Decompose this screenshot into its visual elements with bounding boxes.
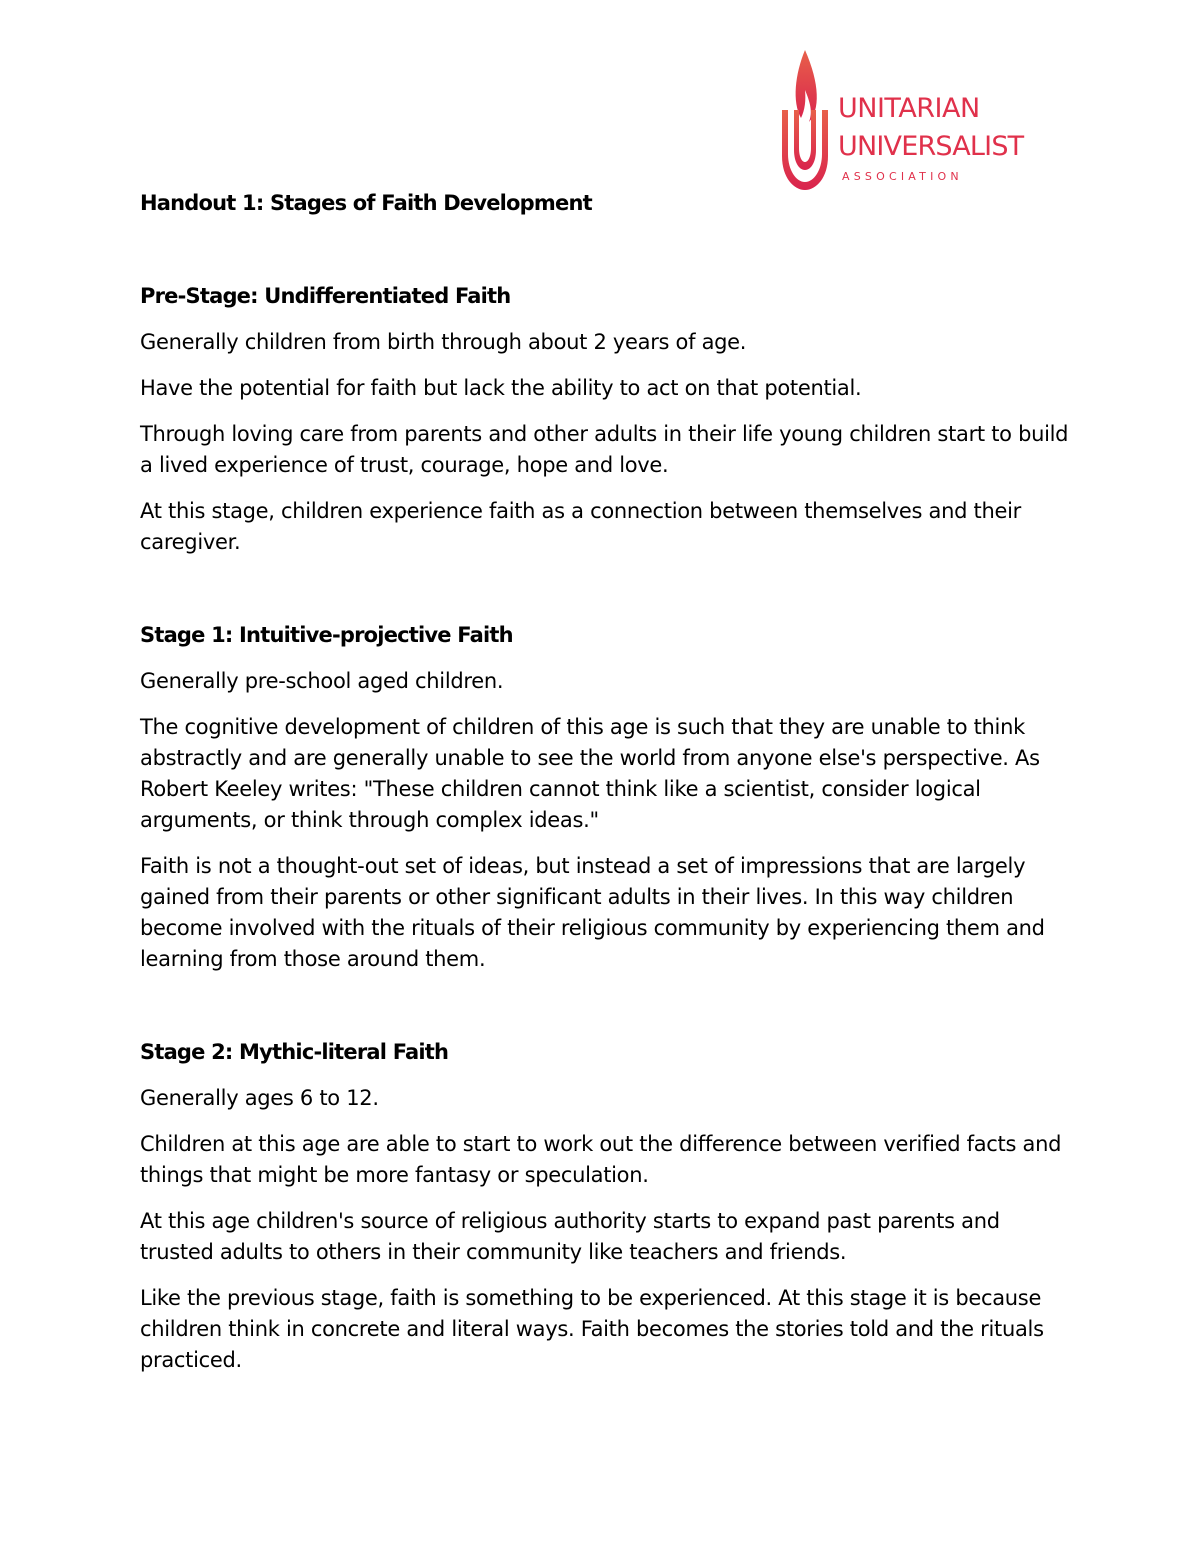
section-heading: Pre-Stage: Undifferentiated Faith [140,284,511,308]
section-paragraph: Generally ages 6 to 12. [140,1086,379,1110]
section-paragraph: At this stage, children experience faith as a connection between themselves and their caregiver. [140,499,1021,554]
section-heading: Stage 2: Mythic-literal Faith [140,1040,449,1064]
chalice-flame-icon [782,50,828,190]
section-paragraph: Generally children from birth through about 2 years of age. [140,330,747,354]
section-pre-stage [140,281,1070,558]
logo-line-2: UNIVERSALIST [838,131,1024,162]
uua-logo [780,44,1024,194]
section-paragraph: At this age children's source of religious authority starts to expand past parents and trusted adults to others in their community like teachers and friends. [140,1209,1000,1264]
section-paragraph: The cognitive development of children of this age is such that they are unable to think abstractly and are generally unable to see the world from anyone else's perspective. As Robert Keeley writes: "These children cannot think like a scientist, consider logical arguments, or think through complex ideas." [140,715,1040,832]
section-stage-2 [140,1037,1070,1376]
section-paragraph: Have the potential for faith but lack the ability to act on that potential. [140,376,862,400]
section-heading: Stage 1: Intuitive-projective Faith [140,623,513,647]
logo-line-3: ASSOCIATION [842,170,963,183]
logo-line-1: UNITARIAN [838,93,980,124]
handout-body [140,188,1070,1376]
section-paragraph: Faith is not a thought-out set of ideas, but instead a set of impressions that are largely gained from their parents or other significant adults in their lives. In this way children become involved with the rituals of their religious community by experiencing them and learning from those around them. [140,854,1045,971]
section-paragraph: Through loving care from parents and other adults in their life young children start to build a lived experience of trust, courage, hope and love. [140,422,1069,477]
section-paragraph: Children at this age are able to start to work out the difference between verified facts and things that might be more fantasy or speculation. [140,1132,1062,1187]
section-paragraph: Generally pre-school aged children. [140,669,504,693]
section-paragraph: Like the previous stage, faith is something to be experienced. At this stage it is because children think in concrete and literal ways. Faith becomes the stories told and the rituals practiced. [140,1286,1044,1372]
document-title: Handout 1: Stages of Faith Development [140,191,592,215]
section-stage-1 [140,620,1070,975]
